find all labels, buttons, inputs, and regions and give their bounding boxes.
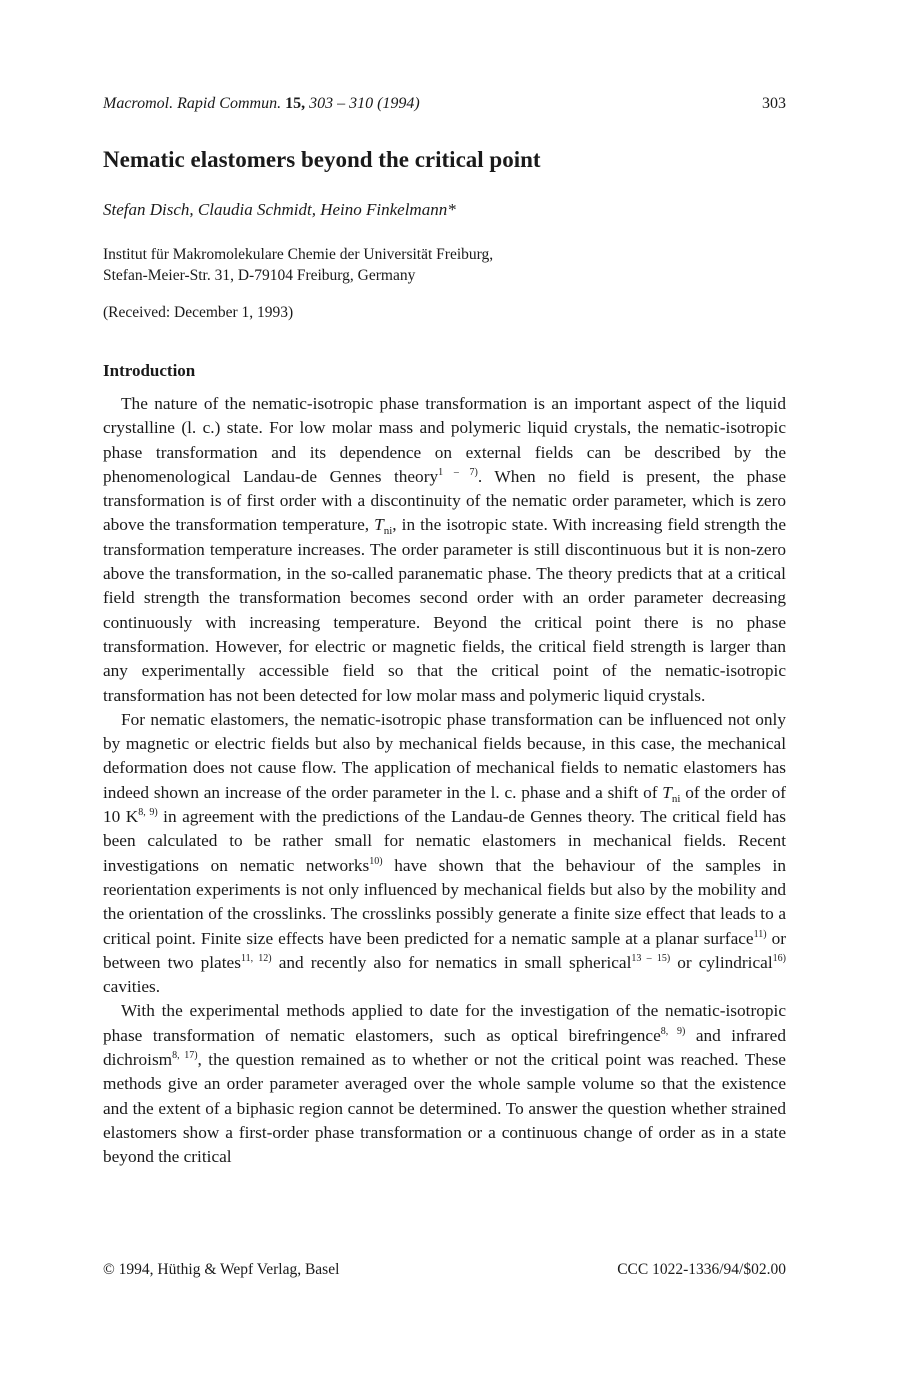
- affiliation-line-1: Institut für Makromolekulare Chemie der Universität Freiburg,: [103, 246, 494, 263]
- citation-ref: 16): [772, 952, 786, 964]
- affiliation-line-2: Stefan-Meier-Str. 31, D-79104 Freiburg, Germany: [103, 267, 416, 284]
- journal-citation: [103, 92, 420, 116]
- journal-volume: 15,: [285, 95, 306, 112]
- copyright-notice: © 1994, Hüthig & Wepf Verlag, Basel: [103, 1261, 340, 1278]
- citation-ref: 10): [369, 855, 383, 867]
- citation-ref: 11): [753, 928, 767, 940]
- citation-ref: 8, 9): [660, 1025, 686, 1037]
- journal-name: Macromol. Rapid Commun.: [103, 95, 282, 112]
- running-header: [103, 92, 786, 116]
- section-heading-introduction: Introduction: [103, 361, 196, 380]
- citation-ref: 11, 12): [240, 952, 272, 964]
- symbol-subscript: ni: [671, 792, 681, 805]
- article-title: Nematic elastomers beyond the critical point: [103, 147, 541, 172]
- citation-ref: 13 – 15): [631, 952, 671, 964]
- paragraph-1: The nature of the nematic-isotropic phase transformation is an important aspect of the liquid crystalline (l. c.) state. For low molar mass and polymeric liquid crystals, the nematic-isotropic phase transformation and its dependence on external fields can be described by the phenomenological Landau-de Gennes theory$^{1 - 7)}$. When no field is present, the phase transformation is of first order with a discontinuity of the nematic order parameter, which is zero above the transformation temperature, $T_{ni}$, in the isotropic state. With increasing field strength the transformation temperature increases. The order parameter is still discontinuous but it is non-zero above the transformation, in the so-called paranematic phase. The theory predicts that at a critical field strength the transformation becomes second order with an order parameter decreasing continuously with increasing temperature. Beyond the critical point there is no phase transformation. However, for electric or magnetic fields, the critical field strength is larger than any experimentally accessible field so that the critical point of the nematic-isotropic transformation has not been detected for low molar mass and polymeric liquid crystals.: [103, 394, 786, 705]
- page-number: 303: [762, 95, 786, 112]
- citation-ref: 1 – 7): [438, 466, 478, 478]
- journal-pages-year: 303 – 310 (1994): [309, 95, 420, 112]
- symbol-subscript: ni: [383, 525, 393, 538]
- affiliation: [103, 244, 493, 286]
- symbol-t: T: [662, 782, 672, 802]
- paragraph-2: For nematic elastomers, the nematic-isotropic phase transformation can be influenced not only by magnetic or electric fields but also by mechanical fields because, in this case, the mechanical deformation does not cause flow. The application of mechanical fields to nematic elastomers has indeed shown an increase of the order parameter in the l. c. phase and a shift of $T_{ni}$ of the order of 10 K$^{8, 9)}$ in agreement with the predictions of the Landau-de Gennes theory. The critical field has been calculated to be rather small for nematic elastomers in mechanical fields. Recent investigations on nematic networks$^{10)}$ have shown that the behaviour of the samples in reorientation experiments is not only influenced by mechanical fields but also by the mobility and the orientation of the crosslinks. The crosslinks possibly generate a finite size effect that leads to a critical point. Finite size effects have been predicted for a nematic sample at a planar surface$^{11)}$ or between two plates$^{11, 12)}$ and recently also for nematics in small spherical$^{13 - 15)}$ or cylindrical$^{16)}$ cavities.: [103, 709, 786, 997]
- page-footer: [103, 1259, 786, 1281]
- paragraph-3: With the experimental methods applied to date for the investigation of the nematic-isotropic phase transformation of nematic elastomers, such as optical birefringence$^{8, 9)}$ and infrared dichroism$^{8, 17)}$, the question remained as to whether or not the critical point was reached. These methods give an order parameter averaged over the whole sample volume so that the existence and the extent of a biphasic region cannot be determined. To answer the question whether strained elastomers show a first-order phase transformation or a continuous change of order as in a state beyond the critical: [103, 1001, 786, 1167]
- body-text: [103, 392, 786, 1170]
- ccc-code: CCC 1022-1336/94/$02.00: [617, 1261, 786, 1278]
- citation-ref: 8, 9): [138, 807, 158, 819]
- citation-ref: 8, 17): [172, 1050, 198, 1062]
- author-list: Stefan Disch, Claudia Schmidt, Heino Finkelmann*: [103, 200, 456, 219]
- symbol-t: T: [374, 515, 384, 535]
- received-date: (Received: December 1, 1993): [103, 304, 294, 321]
